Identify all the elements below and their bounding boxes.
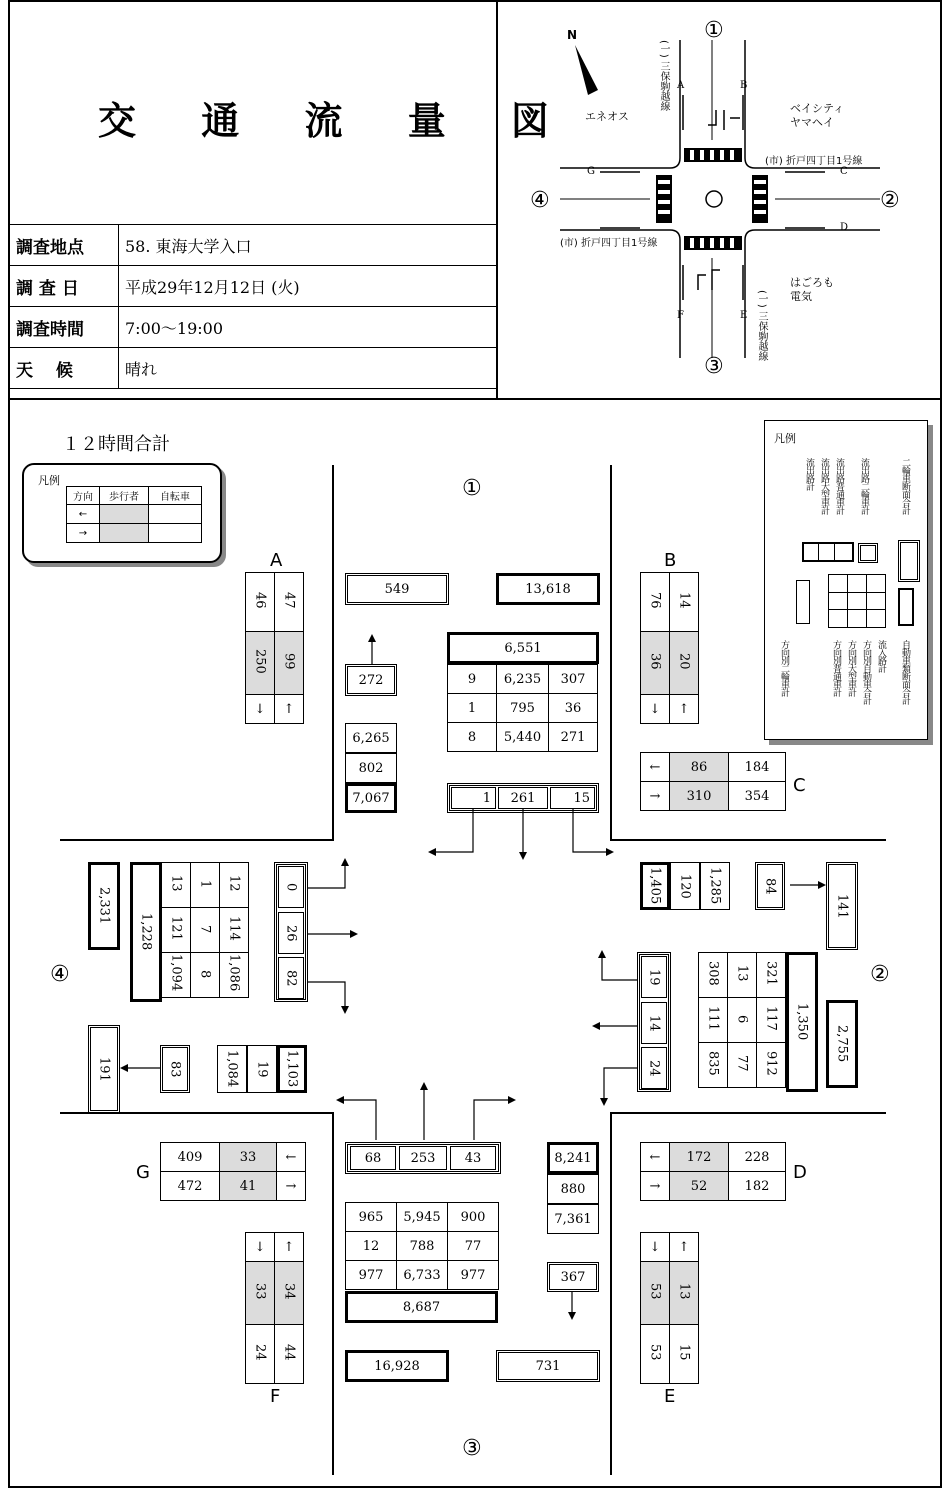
north-direction-grid — [447, 664, 598, 752]
east-motorcycle-section-total: 141 — [826, 862, 858, 950]
grid-cell: 6,235 — [497, 665, 549, 694]
grid-cell: 321 — [757, 953, 786, 998]
bike-cell: 228 — [729, 1143, 786, 1172]
legend-text: 二輪車断面合計 — [900, 458, 910, 514]
bike-cell: 409 — [161, 1143, 220, 1172]
west-direction-grid — [161, 862, 249, 998]
grid-cell: 77 — [448, 1232, 499, 1261]
west-outflow-motorcycle: 83 — [160, 1045, 190, 1093]
direction-cell: ↑ — [275, 1233, 304, 1262]
south-inflow-total: 8,687 — [345, 1291, 498, 1323]
north-turn-motorcycle-right: 15 — [550, 787, 595, 809]
south-outflow-total: 8,241 — [547, 1142, 599, 1174]
ped-cell: 33 — [220, 1143, 277, 1172]
approach-4-label: ④ — [50, 962, 70, 987]
map-point-a: A — [677, 80, 685, 91]
grid-cell: 111 — [699, 998, 728, 1043]
map-landmark-baycity: ベイシティ — [790, 102, 845, 115]
crossing-c-table — [640, 752, 786, 811]
legend-text: 方向別大型車計 — [846, 640, 856, 696]
ped-cell: 86 — [670, 753, 729, 782]
legend-text: 流出路二輪車計 — [859, 458, 869, 514]
west-outflow-regular: 1,084 — [217, 1045, 247, 1093]
bike-cell: 44 — [275, 1325, 304, 1384]
ped-cell: 36 — [641, 632, 670, 695]
north-turn-motorcycle-left: 1 — [451, 787, 496, 809]
grid-cell: 977 — [448, 1261, 499, 1290]
info-key: 調査地点 — [10, 225, 119, 266]
crossing-d-table — [640, 1142, 786, 1201]
east-outflow-motorcycle: 84 — [755, 862, 785, 910]
direction-cell: ↓ — [246, 1233, 275, 1262]
bike-cell: 184 — [729, 753, 786, 782]
map-road-name-west: (市) 折戸四丁目1号線 — [560, 238, 658, 249]
legend-cell: 歩行者 — [100, 487, 149, 505]
north-outflow-regular: 6,265 — [345, 723, 397, 753]
crossing-f-table — [245, 1232, 304, 1384]
crossing-f-label: F — [270, 1386, 281, 1407]
map-road-name-east: (市) 折戸四丁目1号線 — [765, 156, 863, 167]
north-turn-motorcycle-straight: 261 — [498, 787, 548, 809]
grid-cell: 8 — [191, 953, 220, 998]
grid-cell: 121 — [162, 908, 191, 953]
crossing-g-label: G — [136, 1162, 150, 1183]
page-title: 交 通 流 量 図 — [98, 99, 575, 143]
grid-cell: 308 — [699, 953, 728, 998]
grid-cell: 835 — [699, 1043, 728, 1088]
legend-cell: 方向 — [67, 487, 100, 505]
map-approach-1: ① — [704, 18, 724, 43]
grid-cell: 1 — [448, 694, 497, 723]
grid-cell: 13 — [162, 863, 191, 908]
bike-cell: 20 — [670, 632, 699, 695]
bike-cell: 182 — [729, 1172, 786, 1201]
north-outflow-large: 802 — [345, 753, 397, 783]
grid-cell: 77 — [728, 1043, 757, 1088]
south-turn-motorcycle-straight: 253 — [399, 1146, 447, 1170]
grid-cell: 7 — [191, 908, 220, 953]
north-outflow-total: 7,067 — [345, 783, 397, 813]
grid-cell: 5,945 — [397, 1203, 448, 1232]
west-outflow-total: 1,103 — [277, 1045, 307, 1093]
east-outflow-large: 120 — [670, 862, 700, 910]
grid-cell: 795 — [497, 694, 549, 723]
grid-cell: 36 — [549, 694, 598, 723]
north-motorcycle-section-total: 549 — [345, 573, 449, 605]
ped-cell: 310 — [670, 782, 729, 811]
legend-text: 流出路大型車計 — [819, 458, 829, 514]
direction-cell: → — [277, 1172, 306, 1201]
approach-2-label: ② — [870, 962, 890, 987]
east-turn-motorcycle-left: 19 — [641, 956, 667, 998]
info-value: 58. 東海大学入口 — [119, 225, 497, 266]
info-key: 調 査 日 — [10, 266, 119, 307]
west-outflow-large: 19 — [247, 1045, 277, 1093]
north-arrow-icon: N — [567, 28, 578, 42]
grid-cell: 1 — [191, 863, 220, 908]
bike-cell: 15 — [670, 1325, 699, 1384]
approach-3-label: ③ — [462, 1436, 482, 1461]
direction-cell: ↓ — [641, 695, 670, 724]
legend-title: 凡例 — [38, 474, 60, 487]
grid-cell: 1,094 — [162, 953, 191, 998]
crossing-c-label: C — [793, 775, 806, 796]
east-section-total: 2,755 — [826, 1000, 858, 1088]
south-turn-motorcycle-left: 68 — [350, 1146, 396, 1170]
map-point-c: C — [840, 166, 848, 177]
grid-cell: 912 — [757, 1043, 786, 1088]
map-point-b: B — [740, 80, 748, 91]
ped-cell: 41 — [220, 1172, 277, 1201]
legend-text: 流出路計 — [804, 458, 814, 490]
grid-cell: 271 — [549, 723, 598, 752]
legend-cell: ← — [67, 505, 100, 524]
crossing-d-label: D — [793, 1162, 807, 1183]
ped-cell: 46 — [246, 573, 275, 632]
north-outflow-motorcycle: 272 — [345, 664, 397, 696]
grid-cell: 12 — [346, 1232, 397, 1261]
west-motorcycle-section-total: 191 — [88, 1025, 120, 1113]
info-value: 7:00～19:00 — [119, 307, 497, 348]
east-outflow-total: 1,405 — [640, 862, 670, 910]
grid-cell: 900 — [448, 1203, 499, 1232]
direction-cell: ↑ — [670, 695, 699, 724]
grid-cell: 307 — [549, 665, 598, 694]
diagram-subtitle: １２時間合計 — [62, 434, 170, 455]
direction-cell: → — [641, 782, 670, 811]
grid-cell: 1,086 — [220, 953, 249, 998]
west-inflow-total: 1,228 — [130, 862, 162, 1002]
crossing-a-table — [245, 572, 304, 724]
south-motorcycle-section-total: 731 — [496, 1350, 600, 1382]
map-approach-4: ④ — [530, 188, 550, 213]
grid-cell: 965 — [346, 1203, 397, 1232]
crossing-a-label: A — [270, 550, 283, 571]
legend-text: 方向別二輪車計 — [779, 640, 789, 696]
grid-cell: 788 — [397, 1232, 448, 1261]
grid-cell: 114 — [220, 908, 249, 953]
south-outflow-regular: 7,361 — [547, 1204, 599, 1234]
map-route-name-south: (一) 三保駒越線 — [756, 290, 767, 361]
legend-cell: → — [67, 524, 100, 543]
grid-cell: 9 — [448, 665, 497, 694]
crossing-g-table — [160, 1142, 306, 1201]
bike-cell: 34 — [275, 1262, 304, 1325]
grid-cell: 5,440 — [497, 723, 549, 752]
bike-cell: 47 — [275, 573, 304, 632]
crossing-e-table — [640, 1232, 699, 1384]
east-outflow-regular: 1,285 — [700, 862, 730, 910]
south-turn-motorcycle-right: 43 — [450, 1146, 496, 1170]
info-key: 調査時間 — [10, 307, 119, 348]
legend-title: 凡例 — [774, 432, 796, 445]
map-approach-2: ② — [880, 188, 900, 213]
map-point-g: G — [587, 166, 595, 177]
map-landmark-hagoromo: はごろも — [790, 276, 834, 289]
map-approach-3: ③ — [704, 354, 724, 379]
west-turn-motorcycle-right: 0 — [278, 866, 304, 908]
ped-cell: 52 — [670, 1172, 729, 1201]
east-inflow-total: 1,350 — [786, 952, 818, 1092]
grid-cell: 13 — [728, 953, 757, 998]
south-section-total: 16,928 — [345, 1350, 449, 1382]
map-point-d: D — [840, 222, 849, 233]
bike-cell: 472 — [161, 1172, 220, 1201]
grid-cell: 6,733 — [397, 1261, 448, 1290]
direction-cell: ↑ — [670, 1233, 699, 1262]
legend-text: 方向別普通車計 — [831, 640, 841, 696]
east-turn-motorcycle-right: 24 — [641, 1047, 667, 1089]
direction-cell: ← — [641, 753, 670, 782]
info-value: 晴れ — [119, 348, 497, 389]
ped-cell: 33 — [246, 1262, 275, 1325]
info-key: 天 候 — [10, 348, 119, 389]
legend-text: 方向別自動車合計 — [861, 640, 871, 704]
south-direction-grid — [345, 1202, 499, 1290]
ped-cell: 24 — [246, 1325, 275, 1384]
bike-cell: 14 — [670, 573, 699, 632]
direction-cell: → — [641, 1172, 670, 1201]
west-section-total: 2,331 — [88, 862, 120, 950]
crossing-b-label: B — [664, 550, 677, 571]
direction-cell: ↓ — [246, 695, 275, 724]
west-turn-motorcycle-straight: 26 — [278, 912, 304, 954]
bike-cell: 354 — [729, 782, 786, 811]
north-section-total: 13,618 — [496, 573, 600, 605]
info-value: 平成29年12月12日 (火) — [119, 266, 497, 307]
legend-text: 自動車類断面合計 — [900, 640, 910, 704]
ped-cell: 172 — [670, 1143, 729, 1172]
legend-text: 流入路計 — [876, 640, 886, 672]
grid-cell: 117 — [757, 998, 786, 1043]
east-turn-motorcycle-straight: 14 — [641, 1002, 667, 1044]
direction-cell: ← — [277, 1143, 306, 1172]
south-outflow-motorcycle: 367 — [547, 1262, 599, 1292]
approach-1-label: ① — [462, 476, 482, 501]
map-route-name-north: (一) 三保駒越線 — [658, 40, 669, 111]
map-landmark-eneos: エネオス — [585, 110, 629, 123]
map-point-e: E — [740, 310, 748, 321]
east-direction-grid — [698, 952, 786, 1088]
bike-cell: 99 — [275, 632, 304, 695]
map-landmark-denki: 電気 — [790, 290, 812, 303]
ped-cell: 76 — [641, 573, 670, 632]
direction-cell: ↓ — [641, 1233, 670, 1262]
ped-cell: 53 — [641, 1262, 670, 1325]
ped-cell: 250 — [246, 632, 275, 695]
crossing-e-label: E — [664, 1386, 676, 1407]
grid-cell: 12 — [220, 863, 249, 908]
map-landmark-yamahei: ヤマヘイ — [790, 116, 834, 129]
crossing-b-table — [640, 572, 699, 724]
map-point-f: F — [677, 310, 684, 321]
grid-cell: 8 — [448, 723, 497, 752]
north-inflow-total: 6,551 — [447, 632, 599, 664]
west-turn-motorcycle-left: 82 — [278, 957, 304, 999]
direction-cell: ↑ — [275, 695, 304, 724]
grid-cell: 6 — [728, 998, 757, 1043]
bike-cell: 13 — [670, 1262, 699, 1325]
legend-cell: 自転車 — [149, 487, 202, 505]
south-outflow-large: 880 — [547, 1174, 599, 1204]
grid-cell: 977 — [346, 1261, 397, 1290]
ped-cell: 53 — [641, 1325, 670, 1384]
legend-text: 流出路普通車計 — [834, 458, 844, 514]
direction-cell: ← — [641, 1143, 670, 1172]
